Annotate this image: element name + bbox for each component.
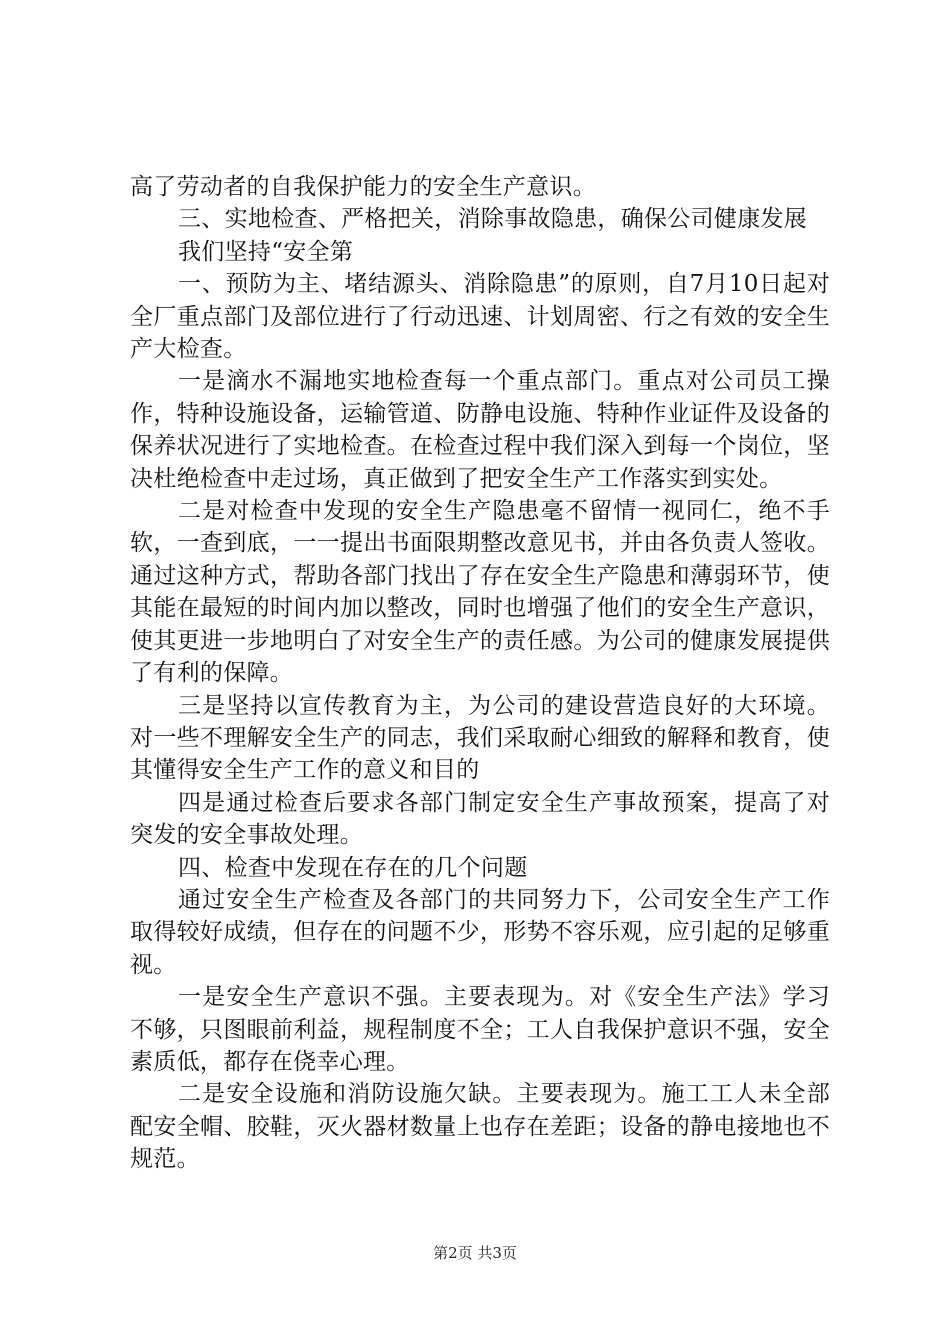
page-number: 第2页 共3页 [433,1244,517,1262]
paragraph-1: 高了劳动者的自我保护能力的安全生产意识。 [130,174,596,200]
paragraph-6: 二是对检查中发现的安全生产隐患毫不留情一视同仁，绝不手软，一查到底，一一提出书面限期整改意见书，并由各负责人签收。通过这种方式，帮助各部门找出了存在安全生产隐患和薄弱环节，使其能在最短的时间内加以整改，同时也增强了他们的安全生产意识，使其更进一步地明白了对安全生产的责任感。为公司的健康发展提供了有利的保障。 [130,498,830,687]
paragraph-5: 一是滴水不漏地实地检查每一个重点部门。重点对公司员工操作，特种设施设备，运输管道、防静电设施、特种作业证件及设备的保养状况进行了实地检查。在检查过程中我们深入到每一个岗位，坚决杜绝检查中走过场，真正做到了把安全生产工作落实到实处。 [130,368,830,492]
section-heading-4: 四、检查中发现在存在的几个问题 [178,854,528,881]
paragraph-11: 一是安全生产意识不强。主要表现为。对《安全生产法》学习不够，只图眼前利益，规程制度不全；工人自我保护意识不强，安全素质低，都存在侥幸心理。 [130,984,830,1075]
document-body [130,171,830,1176]
paragraph-4: 一、预防为主、堵结源头、消除隐患”的原则，自7月10日起对全厂重点部门及部位进行了行动迅速、计划周密、行之有效的安全生产大检查。 [130,271,830,363]
paragraph-8: 四是通过检查后要求各部门制定安全生产事故预案，提高了对突发的安全事故处理。 [130,789,830,849]
paragraph-3: 我们坚持“安全第 [178,238,354,265]
page-footer [0,1243,950,1263]
section-heading-3: 三、实地检查、严格把关，消除事故隐患，确保公司健康发展 [178,206,808,233]
paragraph-7: 三是坚持以宣传教育为主，为公司的建设营造良好的大环境。对一些不理解安全生产的同志，我们采取耐心细致的解释和教育，使其懂得安全生产工作的意义和目的 [130,692,830,784]
paragraph-12: 二是安全设施和消防设施欠缺。主要表现为。施工工人未全部配安全帽、胶鞋，灭火器材数量上也存在差距；设备的静电接地也不规范。 [130,1081,830,1173]
paragraph-10: 通过安全生产检查及各部门的共同努力下，公司安全生产工作取得较好成绩，但存在的问题不少，形势不容乐观，应引起的足够重视。 [130,886,830,978]
